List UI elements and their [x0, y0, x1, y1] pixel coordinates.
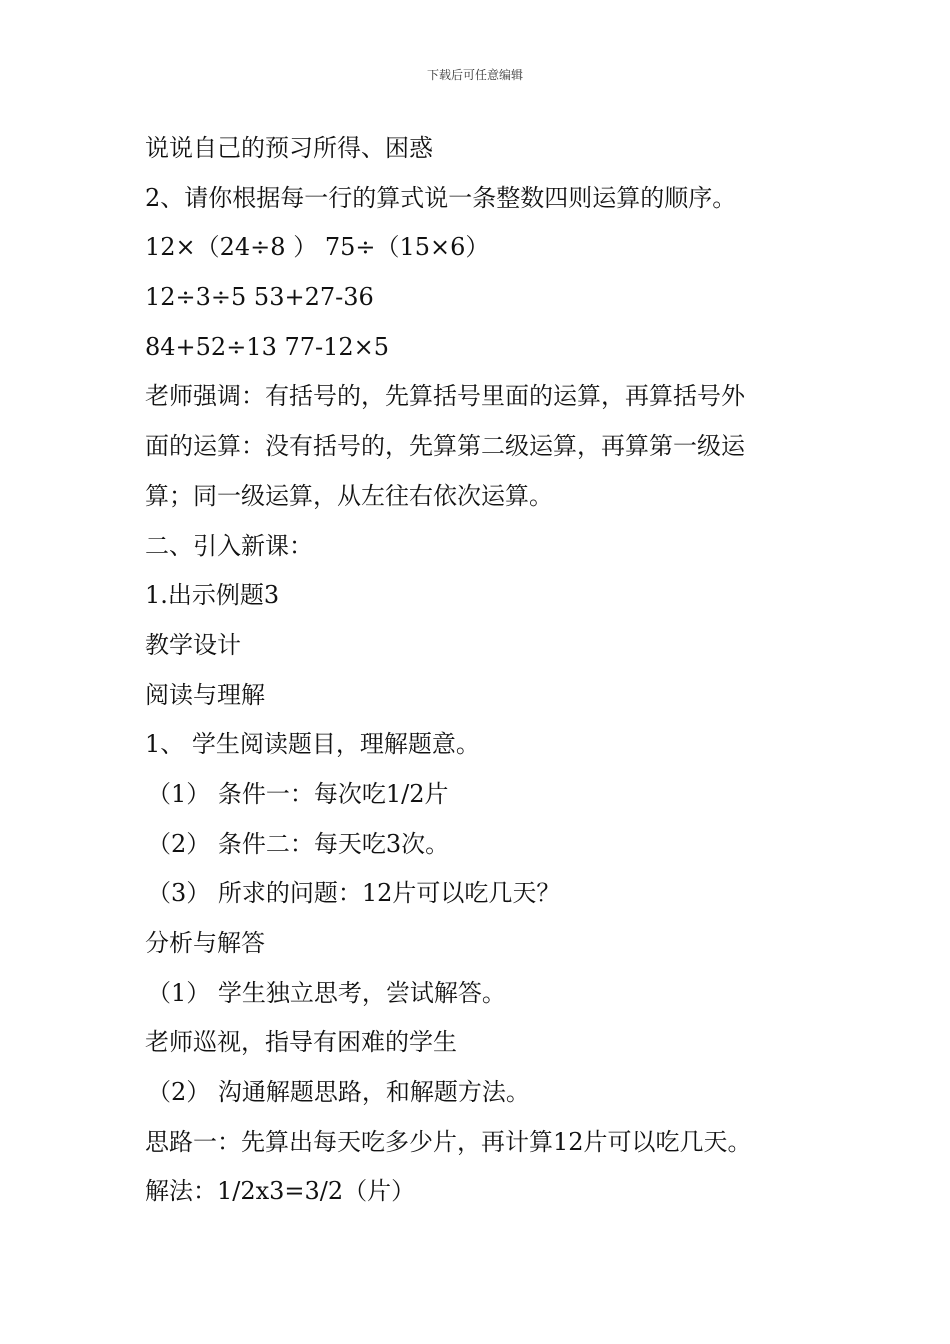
list-item: （1） 学生独立思考，尝试解答。 [147, 978, 506, 1007]
paragraph-line: 1.出示例题3 [145, 581, 280, 610]
paragraph-line: 教学设计 [145, 630, 241, 659]
expression-line: 12÷3÷5 53+27-36 [145, 283, 374, 312]
expression-line: 84+52÷13 77-12×5 [145, 332, 390, 361]
paragraph-line: 解法：1/2x3=3/2（片） [145, 1177, 416, 1206]
paragraph-line: 算；同一级运算，从左往右依次运算。 [145, 481, 553, 510]
list-item: （3） 所求的问题：12片可以吃几天？ [147, 879, 561, 908]
paragraph-line: 老师强调：有括号的，先算括号里面的运算，再算括号外 [145, 382, 745, 411]
paragraph-line: 阅读与理解 [145, 680, 265, 709]
section-heading: 二、引入新课： [145, 531, 313, 560]
paragraph-line: 2、请你根据每一行的算式说一条整数四则运算的顺序。 [145, 183, 737, 212]
expression-line: 12×（24÷8 ） 75÷（15×6） [145, 233, 490, 262]
page-header: 下载后可任意编辑 [426, 68, 523, 82]
paragraph-line: 面的运算：没有括号的，先算第二级运算，再算第一级运 [145, 432, 745, 461]
list-item: （1） 条件一：每次吃1/2片 [147, 779, 449, 808]
list-item: 1、 学生阅读题目，理解题意。 [145, 730, 480, 759]
list-item: （2） 条件二：每天吃3次。 [147, 829, 450, 858]
paragraph-line: 思路一：先算出每天吃多少片，再计算12片可以吃几天。 [145, 1127, 752, 1156]
paragraph-line: 分析与解答 [145, 929, 265, 957]
document-body [145, 124, 825, 1217]
paragraph-line: 说说自己的预习所得、困惑 [145, 134, 433, 162]
paragraph-line: 老师巡视，指导有困难的学生 [145, 1028, 457, 1057]
list-item: （2） 沟通解题思路，和解题方法。 [147, 1078, 530, 1107]
